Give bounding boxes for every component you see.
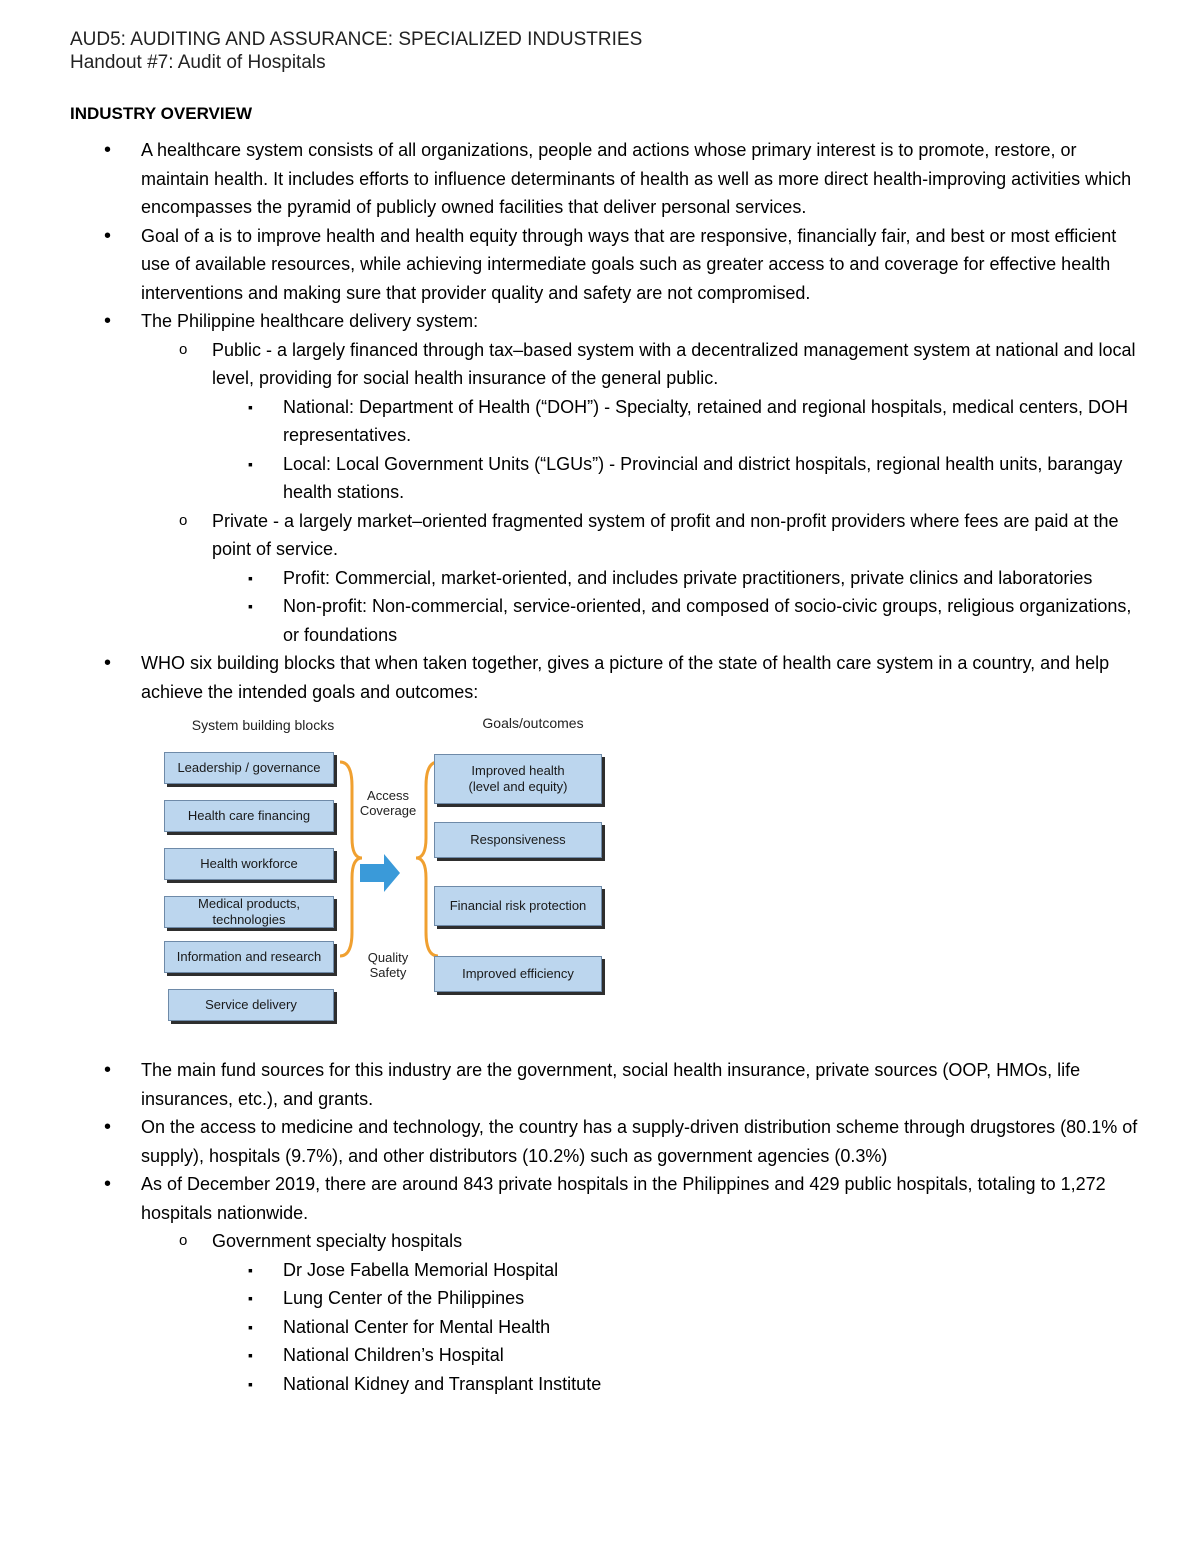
goal-improved-health: Improved health (level and equity) [434,754,602,804]
document-body [70,100,1140,1398]
hospital-item: ▪ National Center for Mental Health [212,1313,1140,1342]
block-information: Information and research [164,941,334,973]
block-service-delivery: Service delivery [168,989,334,1021]
hospital-item: ▪ Lung Center of the Philippines [212,1284,1140,1313]
sub-sub-list-private [212,564,1140,650]
bullet-medicine-access: • On the access to medicine and technology, the country has a supply-driven distribution scheme through drugstores (80.1% of supply), hospitals (9.7%), and other distributors (10.2%) such as government agencies (0.3%) [70,1113,1140,1170]
sub-sub-item-national: ▪ National: Department of Health (“DOH”) - Specialty, retained and regional hospitals, medical centers, DOH representatives. [212,393,1140,450]
block-financing: Health care financing [164,800,334,832]
block-workforce: Health workforce [164,848,334,880]
sub-sub-item-local: ▪ Local: Local Government Units (“LGUs”) - Provincial and district hospitals, regional health units, barangay health stations. [212,450,1140,507]
handout-title: Handout #7: Audit of Hospitals [70,52,326,73]
block-medical-products: Medical products, technologies [164,896,334,928]
label-quality-safety: Quality Safety [367,950,409,980]
bullet-healthcare-system: • A healthcare system consists of all organizations, people and actions whose primary interest is to promote, restore, or maintain health. It includes efforts to influence determinants of health as well as more direct health-improving activities which encompasses the pyramid of publicly owned facilities that deliver personal services. [70,136,1140,222]
sub-list-delivery [141,336,1140,650]
sub-item-public [141,336,1140,507]
sub-sub-item-profit: ▪ Profit: Commercial, market-oriented, and includes private practitioners, private clinics and laboratories [212,564,1140,593]
bullet-fund-sources: • The main fund sources for this industry are the government, social health insurance, private sources (OOP, HMOs, life insurances, etc.), and grants. [70,1056,1140,1113]
sub-item-text: Government specialty hospitals [212,1231,463,1251]
hospital-item: ▪ National Kidney and Transplant Institute [212,1370,1140,1399]
main-bullet-list [70,136,1140,1398]
bullet-who-building-blocks [70,649,1140,1046]
goal-financial-risk: Financial risk protection [434,886,602,926]
bullet-text: The Philippine healthcare delivery system: [141,311,479,331]
diagram-left-title: System building blocks [191,717,335,733]
goal-improved-efficiency: Improved efficiency [434,956,602,992]
hospital-item: ▪ National Children’s Hospital [212,1341,1140,1370]
who-framework-diagram [164,716,624,1046]
right-arrow-icon [360,854,400,892]
sub-item-specialty-hospitals [141,1227,1140,1398]
sub-sub-list-public [212,393,1140,507]
block-leadership: Leadership / governance [164,752,334,784]
bullet-hospital-count [70,1170,1140,1398]
sub-item-text: Public - a largely financed through tax–based system with a decentralized management system at national and local level, providing for social health insurance of the general public. [212,339,1136,388]
bullet-text: WHO six building blocks that when taken together, gives a picture of the state of health care system in a country, and help achieve the intended goals and outcomes: [141,653,1110,702]
course-title: AUD5: AUDITING AND ASSURANCE: SPECIALIZED INDUSTRIES [70,29,643,50]
sub-list-hospitals [141,1227,1140,1398]
hospital-item: ▪ Dr Jose Fabella Memorial Hospital [212,1256,1140,1285]
section-title: INDUSTRY OVERVIEW [70,104,252,123]
goal-responsiveness: Responsiveness [434,822,602,858]
sub-sub-item-nonprofit: ▪ Non-profit: Non-commercial, service-oriented, and composed of socio-civic groups, religious organizations, or foundations [212,592,1140,649]
document-header [70,28,642,74]
sub-item-text: Private - a largely market–oriented fragmented system of profit and non-profit providers where fees are paid at the point of service. [212,510,1119,559]
diagram-right-title: Goals/outcomes [482,715,584,731]
bullet-text: As of December 2019, there are around 843 private hospitals in the Philippines and 429 public hospitals, totaling to 1,272 hospitals nationwide. [141,1174,1106,1223]
bullet-goal: • Goal of a is to improve health and health equity through ways that are responsive, financially fair, and best or most efficient use of available resources, while achieving intermediate goals such as greater access to and coverage for effective health interventions and making sure that provider quality and safety are not compromised. [70,222,1140,308]
sub-item-private [141,507,1140,650]
hospital-list [212,1256,1140,1399]
label-access-coverage: Access Coverage [359,788,417,818]
bullet-philippine-delivery [70,307,1140,649]
